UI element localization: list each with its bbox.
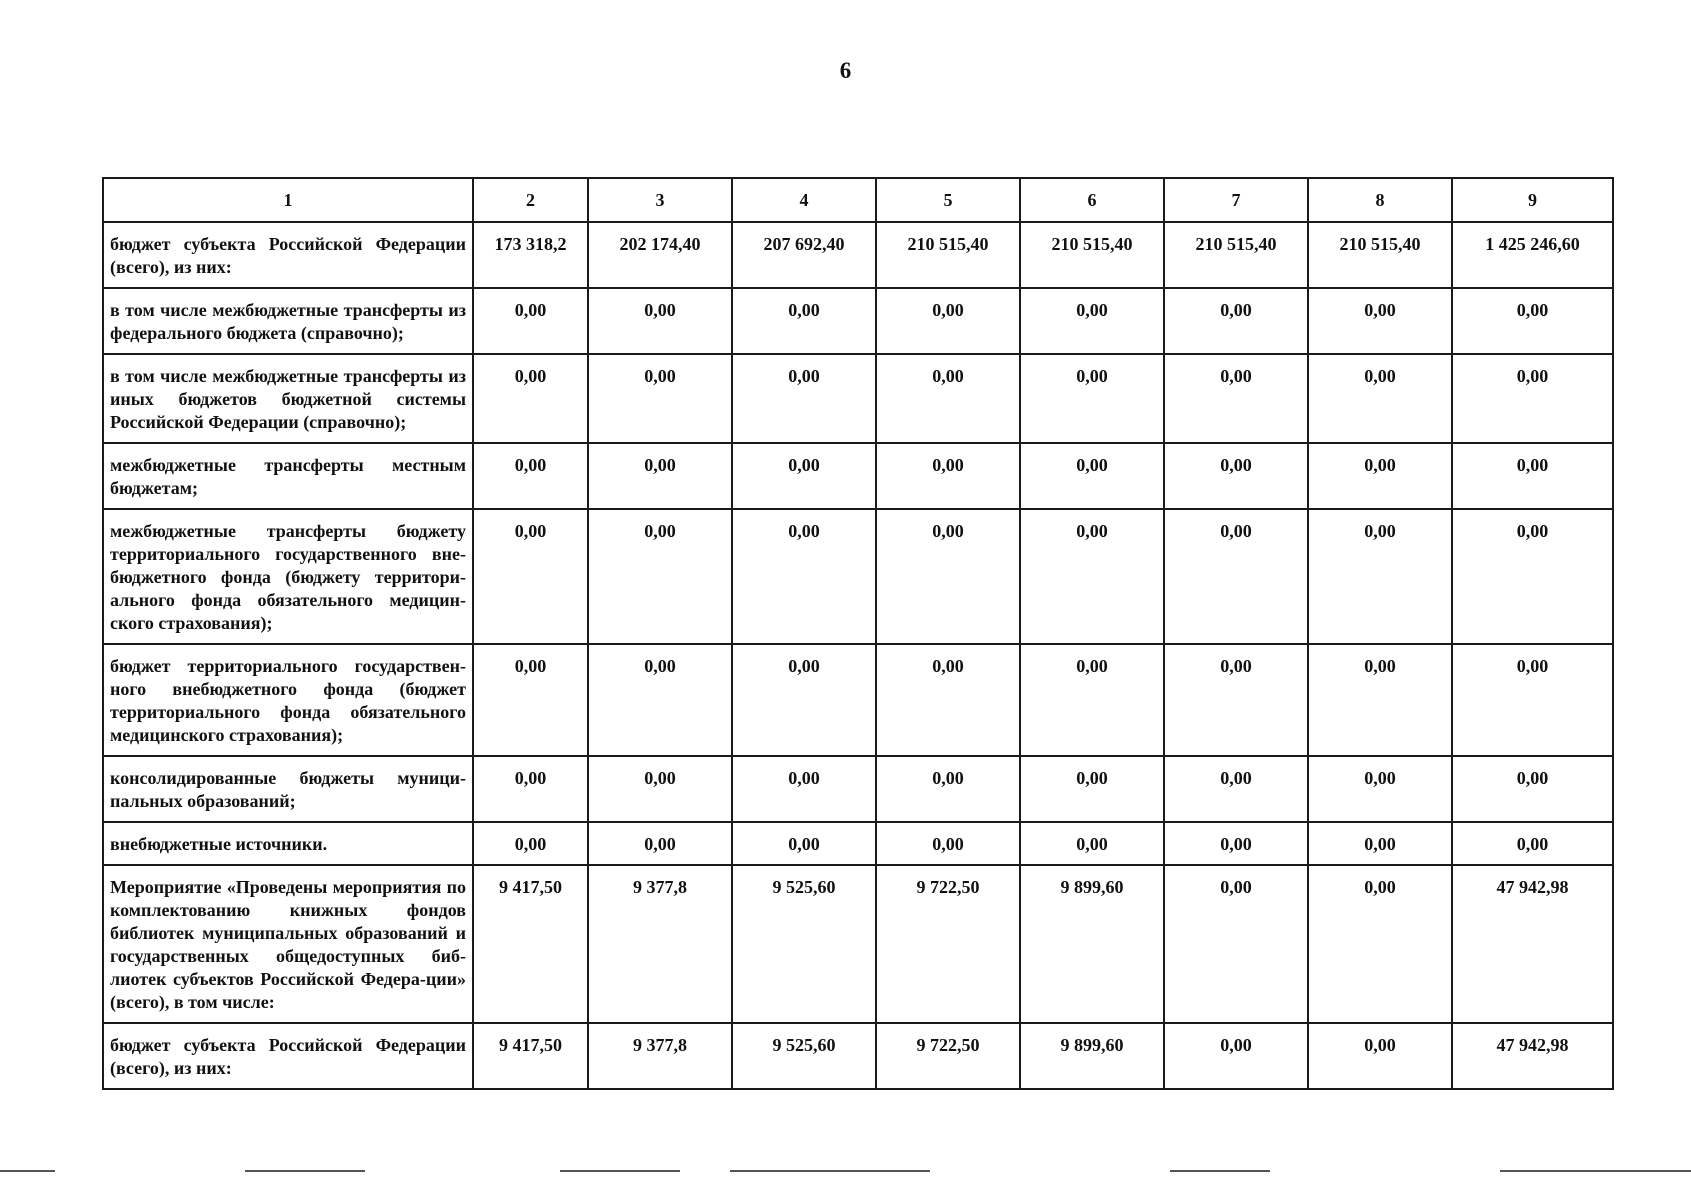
value-cell: 0,00 (1164, 822, 1308, 865)
value-cell: 9 899,60 (1020, 865, 1164, 1023)
value-cell: 0,00 (876, 756, 1020, 822)
value-cell: 0,00 (1308, 288, 1452, 354)
value-cell: 0,00 (1164, 443, 1308, 509)
value-cell: 0,00 (1020, 756, 1164, 822)
value-cell: 0,00 (732, 644, 876, 756)
value-cell: 210 515,40 (1164, 222, 1308, 288)
value-cell: 9 417,50 (473, 1023, 588, 1089)
row-label: бюджет территориального государствен-ного внебюджетного фонда (бюджет территориального фонда обязательного медицинского страхования); (103, 644, 473, 756)
value-cell: 9 377,8 (588, 865, 732, 1023)
value-cell: 0,00 (473, 354, 588, 443)
value-cell: 210 515,40 (1020, 222, 1164, 288)
value-cell: 0,00 (732, 288, 876, 354)
value-cell: 0,00 (1452, 822, 1613, 865)
column-header: 6 (1020, 178, 1164, 222)
table-row (103, 644, 1613, 756)
value-cell: 0,00 (732, 443, 876, 509)
value-cell: 9 899,60 (1020, 1023, 1164, 1089)
value-cell: 47 942,98 (1452, 1023, 1613, 1089)
value-cell: 0,00 (732, 354, 876, 443)
value-cell: 0,00 (588, 443, 732, 509)
value-cell: 0,00 (473, 756, 588, 822)
column-header: 2 (473, 178, 588, 222)
value-cell: 0,00 (588, 644, 732, 756)
value-cell: 0,00 (1452, 443, 1613, 509)
value-cell: 0,00 (473, 288, 588, 354)
value-cell: 0,00 (1308, 822, 1452, 865)
value-cell: 0,00 (732, 509, 876, 644)
value-cell: 0,00 (473, 443, 588, 509)
value-cell: 9 525,60 (732, 865, 876, 1023)
value-cell: 173 318,2 (473, 222, 588, 288)
value-cell: 0,00 (1020, 644, 1164, 756)
row-label: внебюджетные источники. (103, 822, 473, 865)
budget-table (102, 177, 1614, 1090)
value-cell: 0,00 (1308, 354, 1452, 443)
scan-artifact-line (0, 1170, 55, 1172)
table-row (103, 756, 1613, 822)
value-cell: 9 525,60 (732, 1023, 876, 1089)
value-cell: 0,00 (473, 509, 588, 644)
column-header: 7 (1164, 178, 1308, 222)
value-cell: 0,00 (1308, 644, 1452, 756)
value-cell: 0,00 (1164, 288, 1308, 354)
value-cell: 0,00 (1020, 288, 1164, 354)
value-cell: 0,00 (1308, 865, 1452, 1023)
value-cell: 0,00 (588, 822, 732, 865)
value-cell: 207 692,40 (732, 222, 876, 288)
value-cell: 0,00 (876, 509, 1020, 644)
value-cell: 0,00 (588, 509, 732, 644)
value-cell: 0,00 (1452, 288, 1613, 354)
value-cell: 0,00 (473, 822, 588, 865)
table-row (103, 822, 1613, 865)
scan-artifact-line (1500, 1170, 1691, 1172)
value-cell: 0,00 (876, 822, 1020, 865)
value-cell: 210 515,40 (1308, 222, 1452, 288)
value-cell: 0,00 (876, 354, 1020, 443)
value-cell: 0,00 (1164, 756, 1308, 822)
column-header: 3 (588, 178, 732, 222)
table-row (103, 509, 1613, 644)
value-cell: 0,00 (1164, 509, 1308, 644)
row-label: консолидированные бюджеты муници-пальных образований; (103, 756, 473, 822)
value-cell: 0,00 (732, 822, 876, 865)
value-cell: 9 377,8 (588, 1023, 732, 1089)
row-label: межбюджетные трансферты бюджету территориального государственного вне-бюджетного фонда (бюджету территори-ального фонда обязательного медицин-ского страхования); (103, 509, 473, 644)
value-cell: 210 515,40 (876, 222, 1020, 288)
scan-artifact-line (245, 1170, 365, 1172)
table-row (103, 354, 1613, 443)
table-header-row (103, 178, 1613, 222)
scan-artifact-line (730, 1170, 930, 1172)
table-row (103, 865, 1613, 1023)
value-cell: 0,00 (876, 644, 1020, 756)
value-cell: 0,00 (876, 288, 1020, 354)
value-cell: 0,00 (1164, 865, 1308, 1023)
row-label: в том числе межбюджетные трансферты из иных бюджетов бюджетной системы Российской Федерации (справочно); (103, 354, 473, 443)
column-header: 4 (732, 178, 876, 222)
value-cell: 0,00 (732, 756, 876, 822)
value-cell: 0,00 (1164, 354, 1308, 443)
table-row (103, 288, 1613, 354)
value-cell: 1 425 246,60 (1452, 222, 1613, 288)
value-cell: 0,00 (1020, 822, 1164, 865)
value-cell: 0,00 (1308, 509, 1452, 644)
value-cell: 0,00 (1308, 443, 1452, 509)
column-header: 9 (1452, 178, 1613, 222)
value-cell: 9 417,50 (473, 865, 588, 1023)
value-cell: 202 174,40 (588, 222, 732, 288)
value-cell: 0,00 (1020, 443, 1164, 509)
value-cell: 47 942,98 (1452, 865, 1613, 1023)
value-cell: 0,00 (1452, 509, 1613, 644)
value-cell: 0,00 (876, 443, 1020, 509)
value-cell: 0,00 (1452, 756, 1613, 822)
table-row (103, 1023, 1613, 1089)
table-row (103, 222, 1613, 288)
value-cell: 0,00 (588, 288, 732, 354)
value-cell: 0,00 (1452, 644, 1613, 756)
value-cell: 9 722,50 (876, 865, 1020, 1023)
value-cell: 0,00 (1164, 1023, 1308, 1089)
value-cell: 0,00 (1308, 756, 1452, 822)
value-cell: 0,00 (1308, 1023, 1452, 1089)
value-cell: 0,00 (473, 644, 588, 756)
table-row (103, 443, 1613, 509)
column-header: 1 (103, 178, 473, 222)
value-cell: 0,00 (588, 354, 732, 443)
row-label: Мероприятие «Проведены мероприятия по комплектованию книжных фондов библиотек муниципальных образований и государственных общедоступных биб-лиотек субъектов Российской Федера-ции» (всего), в том числе: (103, 865, 473, 1023)
row-label: в том числе межбюджетные трансферты из федерального бюджета (справочно); (103, 288, 473, 354)
value-cell: 0,00 (1164, 644, 1308, 756)
row-label: бюджет субъекта Российской Федерации (всего), из них: (103, 222, 473, 288)
value-cell: 0,00 (1452, 354, 1613, 443)
value-cell: 0,00 (588, 756, 732, 822)
page-number: 6 (839, 58, 852, 83)
value-cell: 0,00 (1020, 509, 1164, 644)
row-label: межбюджетные трансферты местным бюджетам; (103, 443, 473, 509)
row-label: бюджет субъекта Российской Федерации (всего), из них: (103, 1023, 473, 1089)
column-header: 5 (876, 178, 1020, 222)
column-header: 8 (1308, 178, 1452, 222)
scan-artifact-line (560, 1170, 680, 1172)
scan-artifact-line (1170, 1170, 1270, 1172)
value-cell: 9 722,50 (876, 1023, 1020, 1089)
value-cell: 0,00 (1020, 354, 1164, 443)
